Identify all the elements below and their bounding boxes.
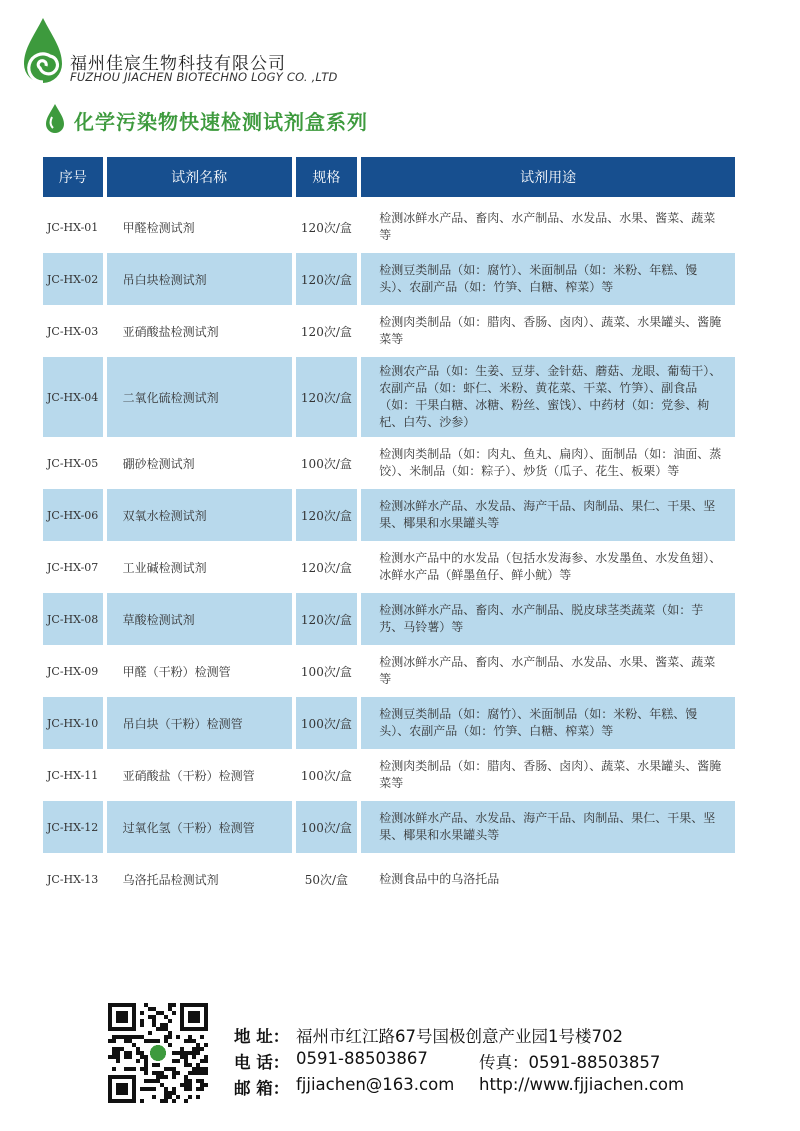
cell-product-no: JC-HX-02 (43, 253, 103, 305)
table-row (43, 305, 735, 357)
table-row (43, 357, 735, 437)
table-row (43, 801, 735, 853)
table-row (43, 489, 735, 541)
table-row (43, 541, 735, 593)
cell-spec: 120次/盒 (300, 220, 352, 235)
cell-usage: 检测食品中的乌洛托品 (379, 871, 500, 886)
cell-usage: 检测肉类制品（如：腊肉、香肠、卤肉）、蔬菜、水果罐头、酱腌菜等 (379, 315, 722, 346)
cell-usage: 检测肉类制品（如：腊肉、香肠、卤肉）、蔬菜、水果罐头、酱腌菜等 (379, 759, 722, 790)
cell-usage: 检测冰鲜水产品、畜肉、水产制品、脱皮球茎类蔬菜（如：芋艿、马铃薯）等 (361, 593, 735, 645)
cell-product-name: 草酸检测试剂 (107, 593, 292, 645)
cell-spec: 100次/盒 (300, 664, 352, 679)
address-label: 地 址： (234, 1027, 290, 1046)
cell-usage: 检测豆类制品（如：腐竹）、米面制品（如：米粉、年糕、馒头）、农副产品（如：竹笋、白糖、榨菜）等 (361, 697, 735, 749)
cell-usage: 检测农产品（如：生姜、豆芽、金针菇、蘑菇、龙眼、葡萄干）、农副产品（如：虾仁、米粉、黄花菜、干菜、竹笋）、副食品（如：干果白糖、冰糖、粉丝、蜜饯）、中药材（如：党参、枸杞、白芍、沙参） (361, 357, 735, 437)
cell-spec: 120次/盒 (300, 560, 352, 575)
phone-value: 0591-88503867 (296, 1049, 428, 1068)
cell-product-no: JC-HX-10 (43, 697, 103, 749)
cell-product-no: JC-HX-06 (43, 489, 103, 541)
table-row (43, 749, 735, 801)
cell-spec: 120次/盒 (296, 253, 358, 305)
cell-product-name: 硼砂检测试剂 (122, 456, 195, 471)
cell-product-no: JC-HX-13 (47, 872, 99, 886)
cell-usage: 检测水产品中的水发品（包括水发海参、水发墨鱼、水发鱼翅）、冰鲜水产品（鲜墨鱼仔、鲜小鱿）等 (379, 551, 722, 582)
company-name-cn: 福州佳宸生物科技有限公司 (70, 54, 286, 74)
droplet-icon (44, 103, 66, 133)
company-name-en: FUZHOU JIACHEN BIOTECHNO LOGY CO. ,LTD (70, 70, 338, 84)
cell-spec: 120次/盒 (300, 324, 352, 339)
table-row (43, 253, 735, 305)
page-title: 化学污染物快速检测试剂盒系列 (74, 110, 368, 134)
cell-spec: 100次/盒 (300, 768, 352, 783)
column-header-use: 试剂用途 (361, 157, 735, 197)
fax-label: 传真： (479, 1053, 529, 1072)
cell-spec: 100次/盒 (296, 697, 358, 749)
company-logo (20, 16, 66, 90)
column-header-name: 试剂名称 (107, 157, 292, 197)
website-link[interactable]: http://www.fjjiachen.com (479, 1075, 685, 1094)
cell-usage: 检测冰鲜水产品、水发品、海产干品、肉制品、果仁、干果、坚果、椰果和水果罐头等 (361, 489, 735, 541)
fax-value: 0591-88503857 (528, 1053, 661, 1072)
email-value[interactable]: fjjiachen@163.com (296, 1075, 455, 1094)
contact-block (234, 1023, 685, 1101)
product-table (43, 157, 735, 905)
cell-product-name: 亚硝酸盐检测试剂 (122, 324, 219, 339)
cell-product-name: 吊白块（干粉）检测管 (107, 697, 292, 749)
table-row (43, 697, 735, 749)
cell-product-no: JC-HX-08 (43, 593, 103, 645)
cell-product-name: 工业碱检测试剂 (122, 560, 207, 575)
email-label: 邮 箱： (234, 1079, 290, 1098)
email-line (234, 1075, 685, 1101)
cell-product-no: JC-HX-12 (43, 801, 103, 853)
cell-usage: 检测冰鲜水产品、畜肉、水产制品、水发品、水果、酱菜、蔬菜等 (379, 655, 716, 686)
table-row (43, 645, 735, 697)
table-row (43, 437, 735, 489)
cell-spec: 50次/盒 (304, 872, 349, 887)
cell-spec: 100次/盒 (296, 801, 358, 853)
cell-product-name: 甲醛检测试剂 (122, 220, 195, 235)
cell-product-name: 吊白块检测试剂 (107, 253, 292, 305)
cell-usage: 检测冰鲜水产品、畜肉、水产制品、水发品、水果、酱菜、蔬菜等 (379, 211, 716, 242)
cell-spec: 120次/盒 (296, 489, 358, 541)
phone-line (234, 1049, 661, 1075)
phone-label: 电 话： (234, 1053, 290, 1072)
address-value: 福州市红江路67号国极创意产业园1号楼702 (296, 1027, 623, 1046)
cell-product-no: JC-HX-01 (47, 220, 99, 234)
cell-product-no: JC-HX-04 (43, 357, 103, 437)
cell-product-no: JC-HX-05 (47, 456, 99, 470)
column-header-no: 序号 (43, 157, 103, 197)
qr-code (108, 1003, 208, 1103)
table-row (43, 853, 735, 905)
table-body (43, 201, 735, 905)
cell-spec: 100次/盒 (300, 456, 352, 471)
cell-product-name: 亚硝酸盐（干粉）检测管 (122, 768, 255, 783)
table-header (43, 157, 735, 197)
address-line (234, 1023, 623, 1049)
cell-product-name: 双氧水检测试剂 (107, 489, 292, 541)
cell-product-no: JC-HX-09 (47, 664, 99, 678)
cell-product-name: 二氧化硫检测试剂 (107, 357, 292, 437)
cell-product-no: JC-HX-11 (47, 768, 99, 782)
cell-product-name: 过氧化氢（干粉）检测管 (107, 801, 292, 853)
cell-usage: 检测冰鲜水产品、水发品、海产干品、肉制品、果仁、干果、坚果、椰果和水果罐头等 (361, 801, 735, 853)
cell-product-no: JC-HX-07 (47, 560, 99, 574)
cell-product-no: JC-HX-03 (47, 324, 99, 338)
cell-product-name: 乌洛托品检测试剂 (122, 872, 219, 887)
cell-product-name: 甲醛（干粉）检测管 (122, 664, 231, 679)
table-row (43, 201, 735, 253)
cell-usage: 检测肉类制品（如：肉丸、鱼丸、扁肉）、面制品（如：油面、蒸饺）、米制品（如：粽子）、炒货（瓜子、花生、板栗）等 (379, 447, 722, 478)
cell-usage: 检测豆类制品（如：腐竹）、米面制品（如：米粉、年糕、馒头）、农副产品（如：竹笋、白糖、榨菜）等 (361, 253, 735, 305)
fax-group (479, 1049, 660, 1073)
table-row (43, 593, 735, 645)
cell-spec: 120次/盒 (296, 593, 358, 645)
column-header-spec: 规格 (296, 157, 358, 197)
cell-spec: 120次/盒 (296, 357, 358, 437)
